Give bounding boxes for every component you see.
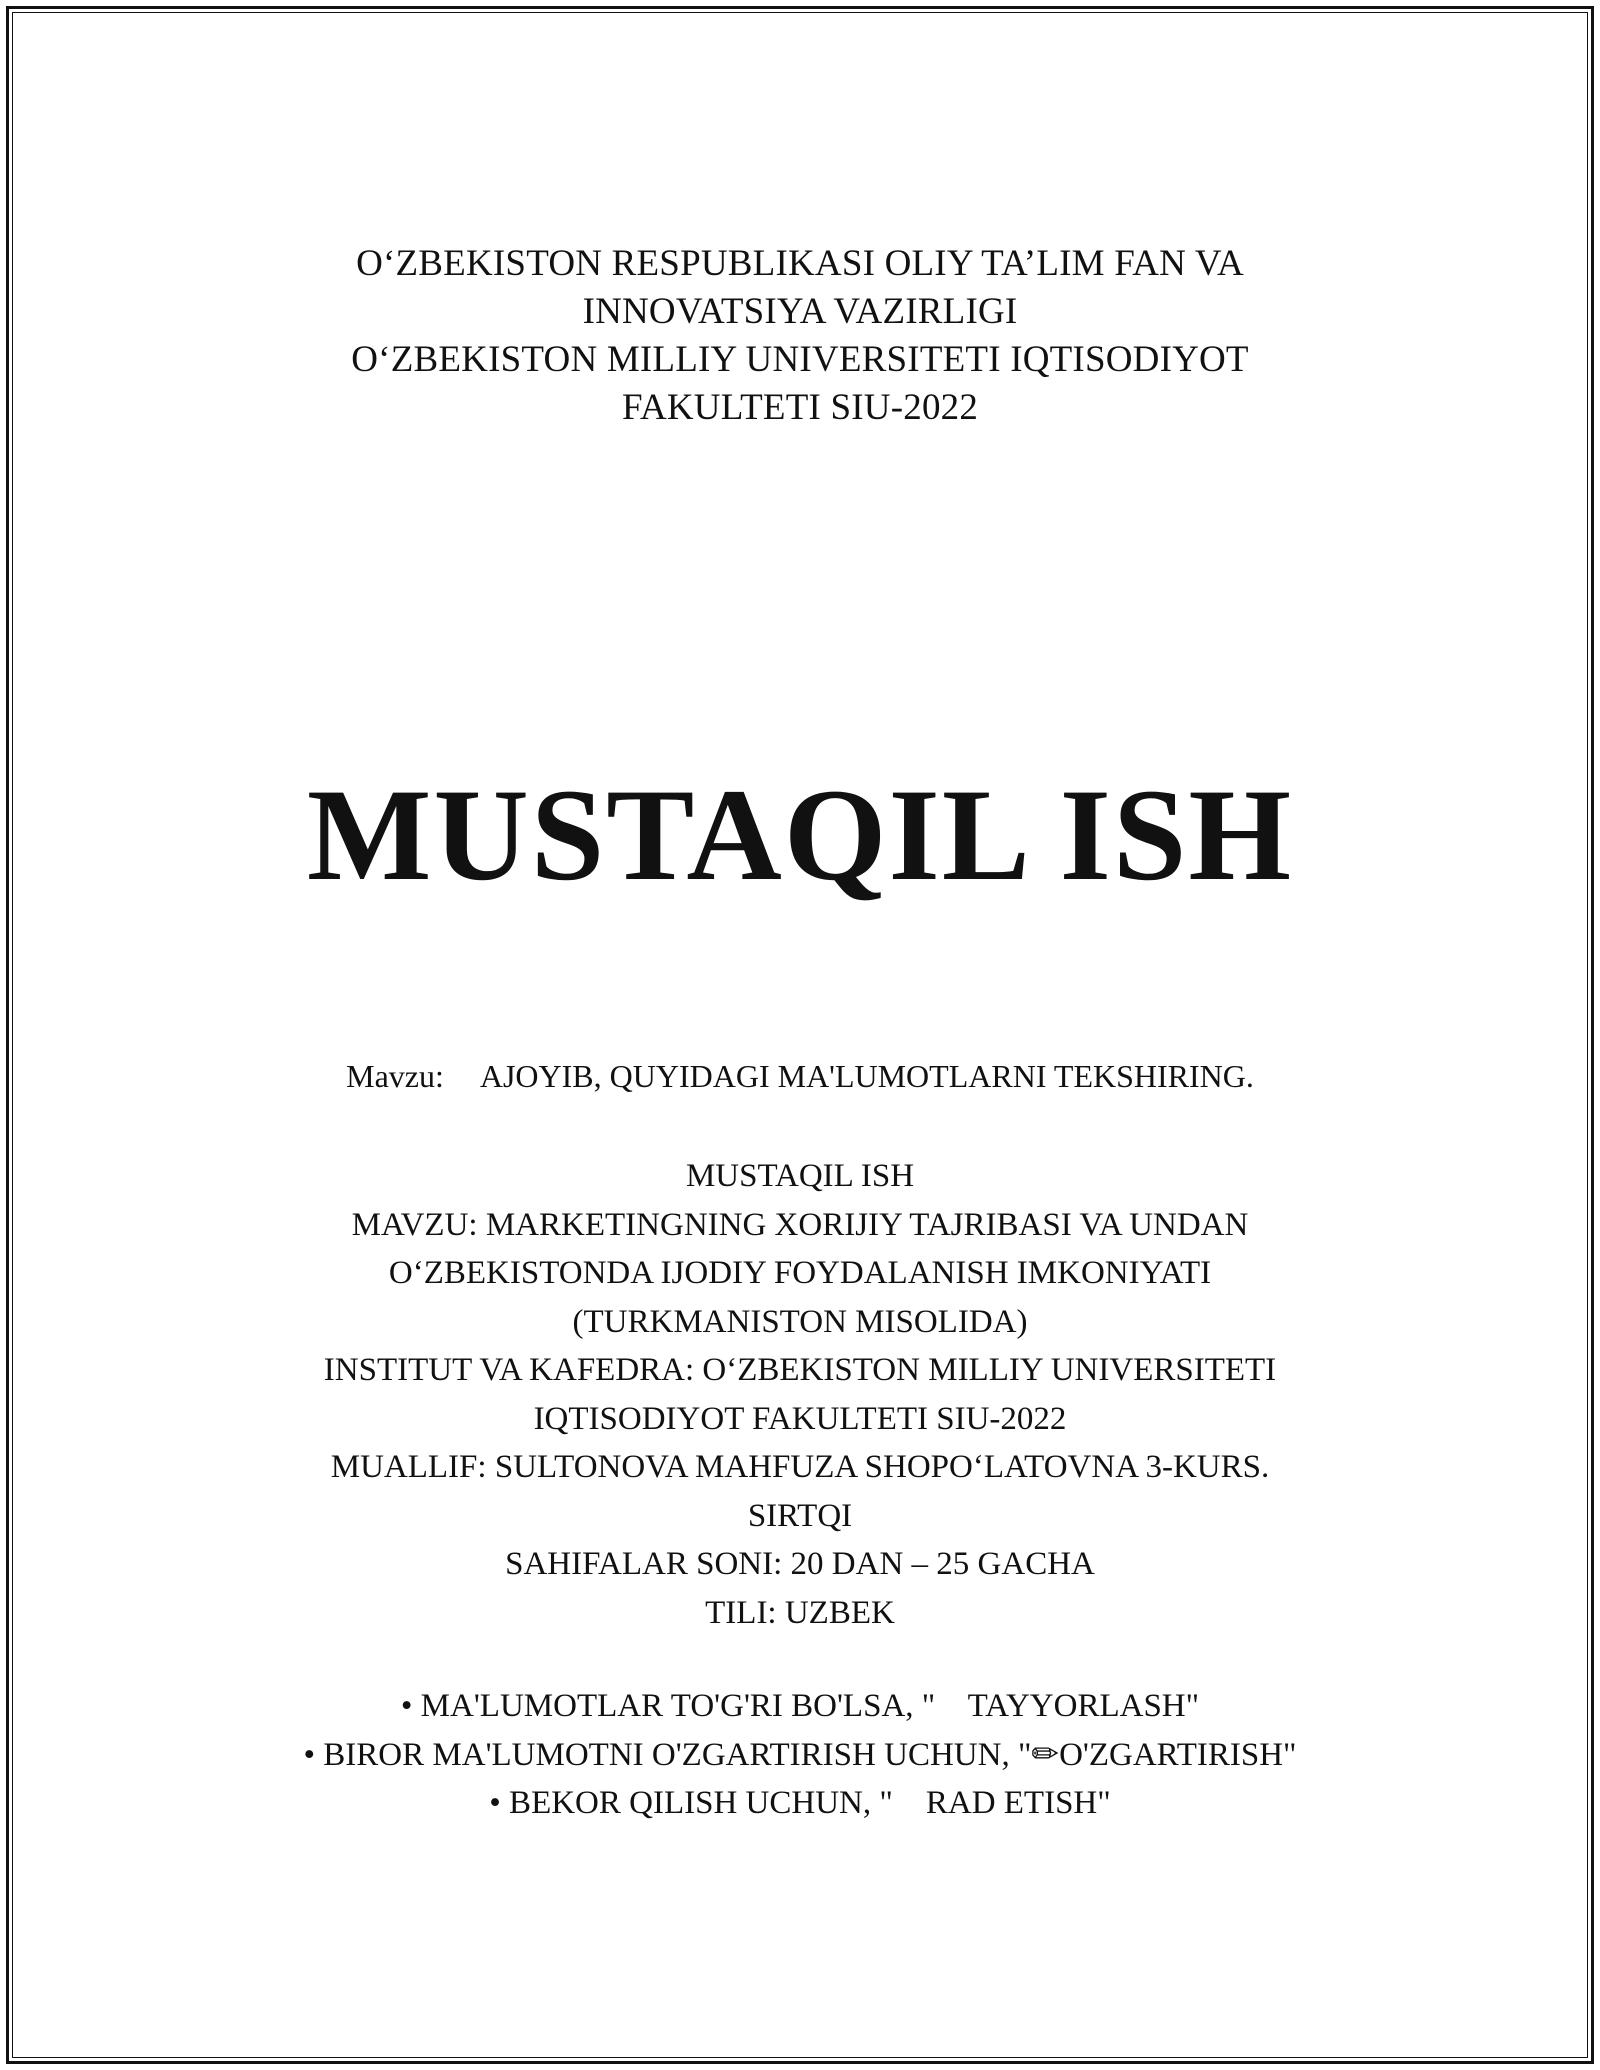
action-item-reject: • BEKOR QILISH UCHUN, " RAD ETISH" — [489, 1785, 1111, 1821]
institution-header — [0, 240, 1600, 432]
details-line: IQTISODIYOT FAKULTETI SIU-2022 — [533, 1400, 1067, 1437]
header-line: O‘ZBEKISTON RESPUBLIKASI OLIY TA’LIM FAN VA — [356, 243, 1244, 284]
header-line: FAKULTETI SIU-2022 — [621, 387, 979, 428]
details-line: MUSTAQIL ISH — [685, 1158, 915, 1194]
details-line: SAHIFALAR SONI: 20 DAN – 25 GACHA — [505, 1546, 1095, 1582]
header-line: INNOVATSIYA VAZIRLIGI — [582, 291, 1018, 332]
details-line: MAVZU: MARKETINGNING XORIJIY TAJRIBASI VA UNDAN — [351, 1206, 1249, 1243]
topic-label: Mavzu: — [346, 1058, 444, 1094]
details-block — [0, 1152, 1600, 1637]
details-line: (TURKMANISTON MISOLIDA) — [572, 1303, 1028, 1340]
details-line: INSTITUT VA KAFEDRA: O‘ZBEKISTON MILLIY UNIVERSITETI — [323, 1352, 1277, 1388]
details-line: SIRTQI — [747, 1497, 853, 1534]
action-item-edit: • BIROR MA'LUMOTNI O'ZGARTIRISH UCHUN, "✏O'ZGARTIRISH" — [303, 1736, 1297, 1773]
details-line: MUALLIF: SULTONOVA MAHFUZA SHOPO‘LATOVNA 3-KURS. — [330, 1449, 1270, 1485]
document-title: MUSTAQIL ISH — [306, 761, 1294, 908]
action-item-prepare: • MA'LUMOTLAR TO'G'RI BO'LSA, " TAYYORLASH" — [400, 1688, 1200, 1724]
details-line: TILI: UZBEK — [705, 1594, 895, 1631]
topic-line — [0, 1052, 1600, 1100]
actions-list — [0, 1682, 1600, 1828]
topic-value: AJOYIB, QUYIDAGI MA'LUMOTLARNI TEKSHIRING. — [479, 1058, 1254, 1094]
details-line: O‘ZBEKISTONDA IJODIY FOYDALANISH IMKONIYATI — [388, 1255, 1212, 1291]
header-line: O‘ZBEKISTON MILLIY UNIVERSITETI IQTISODIYOT — [351, 339, 1249, 380]
